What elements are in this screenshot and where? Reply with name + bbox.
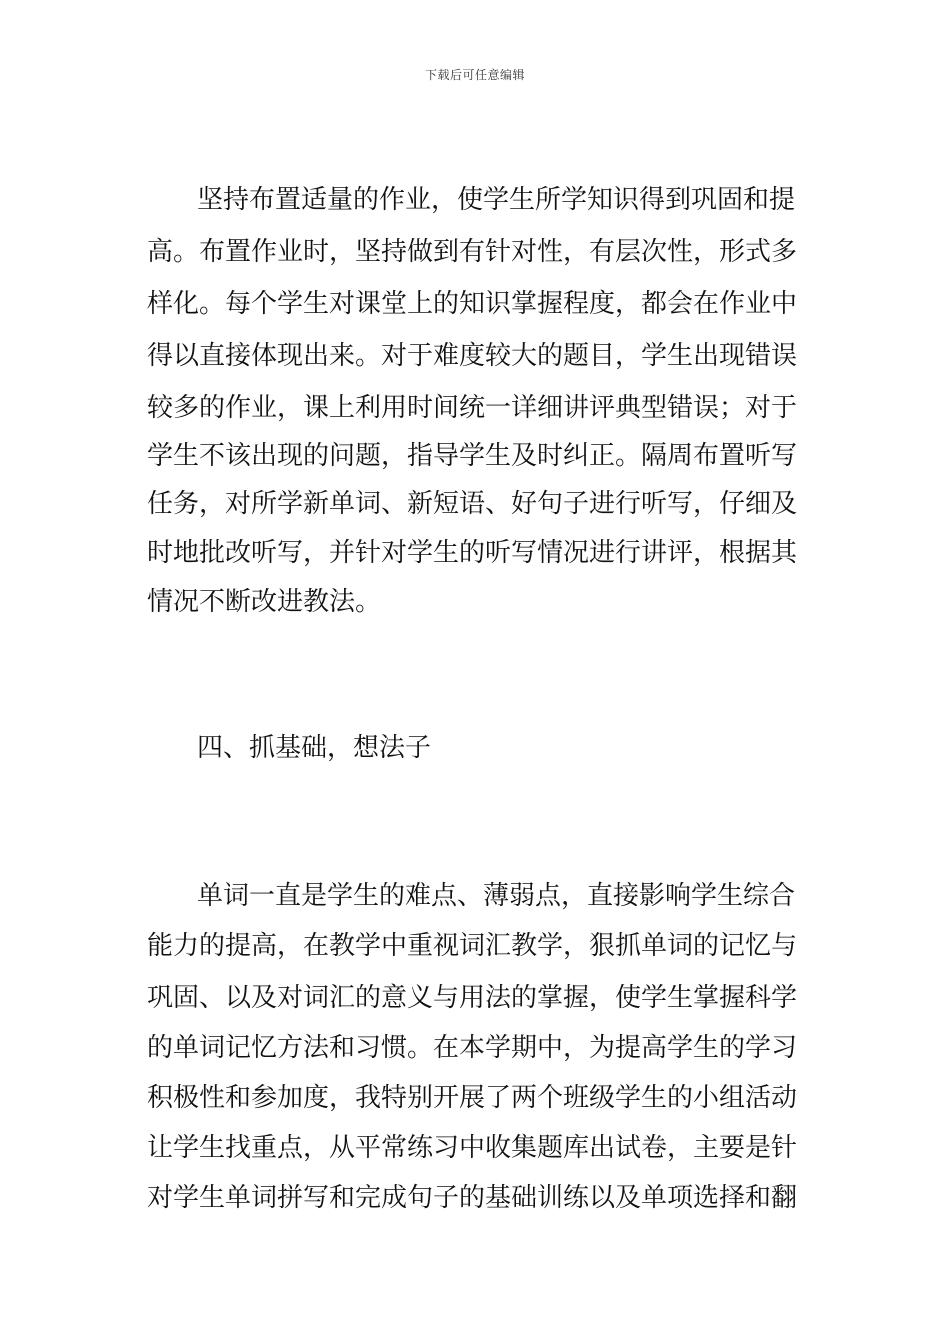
paragraph-1-line-6: 学生不该出现的问题，指导学生及时纠正。隔周布置听写 [147, 441, 798, 471]
paragraph-2-line-3: 巩固、以及对词汇的意义与用法的掌握，使学生掌握科学 [147, 983, 798, 1013]
paragraph-2-line-2: 能力的提高，在教学中重视词汇教学，狠抓单词的记忆与 [147, 931, 798, 961]
paragraph-1-line-1: 坚持布置适量的作业，使学生所学知识得到巩固和提 [197, 185, 796, 215]
paragraph-1-line-4: 得以直接体现出来。对于难度较大的题目，学生出现错误 [147, 341, 798, 371]
paragraph-2-line-6: 让学生找重点，从平常练习中收集题库出试卷，主要是针 [147, 1133, 798, 1163]
paragraph-1-line-5: 较多的作业，课上利用时间统一详细讲评典型错误；对于 [147, 393, 798, 423]
paragraph-1-line-8: 时地批改听写，并针对学生的听写情况进行讲评，根据其 [147, 538, 798, 568]
paragraph-2-line-7: 对学生单词拼写和完成句子的基础训练以及单项选择和翻 [147, 1183, 798, 1213]
paragraph-2-line-5: 积极性和参加度，我特别开展了两个班级学生的小组活动 [147, 1083, 798, 1113]
paragraph-2-line-4: 的单词记忆方法和习惯。在本学期中，为提高学生的学习 [147, 1033, 798, 1063]
paragraph-1-line-9: 情况不断改进教法。 [147, 587, 382, 617]
paragraph-2-line-1: 单词一直是学生的难点、薄弱点，直接影响学生综合 [197, 881, 796, 911]
paragraph-1-line-2: 高。布置作业时，坚持做到有针对性，有层次性，形式多 [147, 237, 798, 267]
paragraph-1-line-3: 样化。每个学生对课堂上的知识掌握程度，都会在作业中 [147, 289, 798, 319]
section-heading: 四、抓基础，想法子 [197, 733, 432, 763]
page-header: 下载后可任意编辑 [424, 68, 525, 82]
paragraph-1-line-7: 任务，对所学新单词、新短语、好句子进行听写，仔细及 [147, 489, 798, 519]
